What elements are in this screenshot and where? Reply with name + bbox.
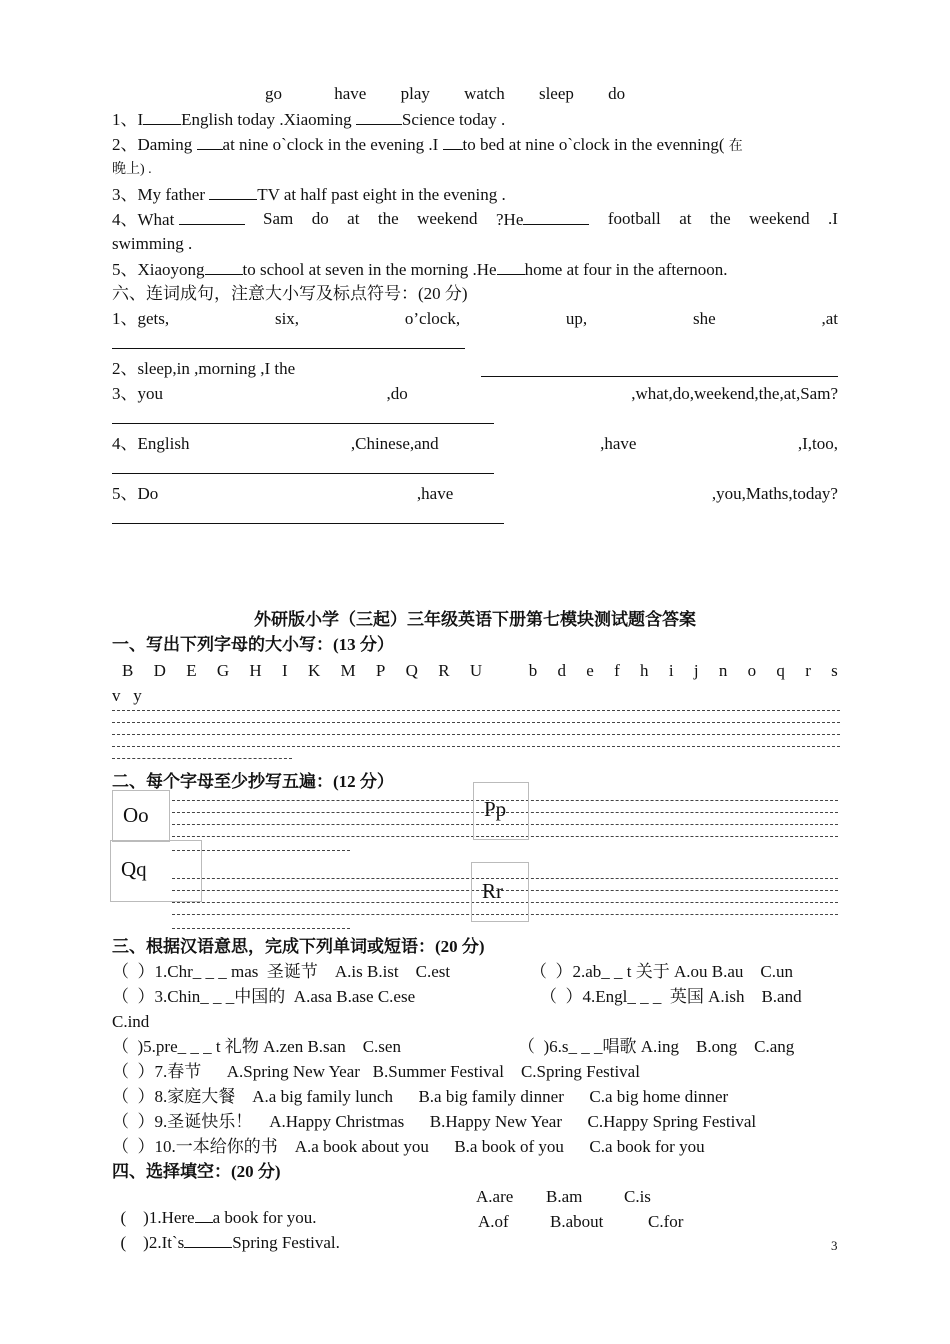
letter-box-qq: Qq bbox=[110, 840, 202, 902]
p3-item: （ ）7.春节 A.Spring New Year B.Summer Festival C.Spring Festival bbox=[112, 1062, 640, 1081]
writing-line[interactable] bbox=[112, 710, 840, 711]
part4-title: 四、选择填空：(20 分) bbox=[112, 1162, 281, 1181]
fill-question-1: 1、I English today .Xiaoming Science today . bbox=[112, 110, 506, 129]
p4-q2-b: B.about bbox=[550, 1212, 604, 1231]
answer-blank[interactable] bbox=[497, 259, 525, 275]
p3-item: （ ）10.一本给你的书 A.a book about you B.a book of you C.a book for you bbox=[112, 1137, 705, 1156]
p3-item: （ ）1.Chr_ _ _ mas 圣诞节 A.is B.ist C.est bbox=[112, 962, 451, 981]
answer-blank[interactable] bbox=[197, 134, 223, 150]
p3-item: （ ）2.ab_ _ t 关于 A.ou B.au C.un bbox=[530, 962, 794, 981]
doc-title: 外研版小学（三起）三年级英语下册第七模块测试题含答案 bbox=[254, 610, 696, 629]
p3-item: （ ）8.家庭大餐 A.a big family lunch B.a big family dinner C.a big home dinner bbox=[112, 1087, 729, 1106]
answer-blank[interactable] bbox=[443, 134, 463, 150]
p4-q2-c: C.for bbox=[648, 1212, 684, 1231]
answer-line[interactable] bbox=[112, 523, 504, 524]
part3-title: 三、根据汉语意思，完成下列单词或短语：(20 分) bbox=[112, 937, 485, 956]
p4-q2-a: A.of bbox=[478, 1212, 509, 1231]
word: sleep bbox=[538, 84, 574, 103]
part2-title: 二、每个字母至少抄写五遍：(12 分） bbox=[112, 772, 394, 791]
p3-item: （ ）9.圣诞快乐！ A.Happy Christmas B.Happy New Year C.Happy Spring Festival bbox=[112, 1112, 757, 1131]
writing-line[interactable] bbox=[112, 746, 840, 747]
p4-q1-a: A.are bbox=[476, 1187, 514, 1206]
answer-line[interactable] bbox=[481, 376, 838, 377]
p3-item: （ ）3.Chin_ _ _中国的 A.asa B.ase C.ese bbox=[112, 987, 416, 1006]
s6-question-4: 4、English ,Chinese,and ,have ,I,too, bbox=[112, 434, 838, 453]
p4-q1-b: B.am bbox=[546, 1187, 583, 1206]
s6-question-2: 2、sleep,in ,morning ,I the bbox=[112, 359, 296, 378]
writing-line[interactable] bbox=[112, 758, 292, 759]
word-bank bbox=[265, 84, 625, 104]
s6-question-5: 5、Do ,have ,you,Maths,today? bbox=[112, 484, 838, 503]
p4-question-1: ( )1.Here a book for you. bbox=[120, 1208, 317, 1227]
word: have bbox=[334, 84, 367, 103]
word: watch bbox=[464, 84, 505, 103]
p4-question-2: ( )2.It`s Spring Festival. bbox=[120, 1233, 340, 1252]
section6-title: 六、连词成句，注意大小写及标点符号：(20 分) bbox=[112, 284, 468, 303]
word: do bbox=[608, 84, 626, 103]
answer-blank[interactable] bbox=[523, 209, 589, 225]
answer-blank[interactable] bbox=[209, 184, 257, 200]
word: go bbox=[265, 84, 282, 103]
answer-blank[interactable] bbox=[356, 109, 402, 125]
fill-question-3: 3、My father TV at half past eight in the evening . bbox=[112, 185, 506, 204]
p3-item: （ ）4.Engl_ _ _ 英国 A.ish B.and bbox=[540, 987, 802, 1006]
letter-box-pp: Pp bbox=[473, 782, 529, 840]
s6-question-3: 3、you ,do ,what,do,weekend,the,at,Sam? bbox=[112, 384, 838, 403]
word: play bbox=[400, 84, 430, 103]
answer-blank[interactable] bbox=[205, 259, 243, 275]
p4-q1-c: C.is bbox=[624, 1187, 651, 1206]
writing-line[interactable] bbox=[172, 928, 350, 929]
letter-box-rr: Rr bbox=[471, 862, 529, 922]
writing-line[interactable] bbox=[112, 722, 840, 723]
s6-question-1: 1、gets, six, o’clock, up, she ,at bbox=[112, 309, 838, 328]
fill-question-5: 5、Xiaoyong to school at seven in the morning .He home at four in the afternoon. bbox=[112, 260, 728, 279]
writing-line[interactable] bbox=[112, 734, 840, 735]
p3-item: （ )5.pre_ _ _ t 礼物 A.zen B.san C.sen bbox=[112, 1037, 401, 1056]
page-number: 3 bbox=[831, 1238, 838, 1253]
answer-blank[interactable] bbox=[143, 109, 181, 125]
letter-row-2: v y bbox=[112, 686, 142, 705]
answer-line[interactable] bbox=[112, 423, 494, 424]
p3-item: （ )6.s_ _ _唱歌 A.ing B.ong C.ang bbox=[518, 1037, 795, 1056]
fill-question-2-cont: 晚上) . bbox=[112, 162, 152, 177]
letter-row: B D E G H I K M P Q R U b d e f h i j n o q r s bbox=[122, 661, 838, 680]
answer-line[interactable] bbox=[112, 348, 465, 349]
answer-line[interactable] bbox=[112, 473, 494, 474]
fill-question-4-cont: swimming . bbox=[112, 234, 193, 253]
answer-blank[interactable] bbox=[184, 1232, 232, 1248]
p3-item: C.ind bbox=[112, 1012, 150, 1031]
fill-question-2: 2、Daming at nine o`clock in the evening .I to bed at nine o`clock in the evenning( 在 bbox=[112, 135, 743, 154]
part1-title: 一、写出下列字母的大小写：(13 分） bbox=[112, 635, 394, 654]
answer-blank[interactable] bbox=[179, 209, 245, 225]
letter-box-oo: Oo bbox=[112, 790, 170, 842]
fill-question-4: 4、What Sam do at the weekend ?He football at the weekend .I bbox=[112, 209, 838, 229]
